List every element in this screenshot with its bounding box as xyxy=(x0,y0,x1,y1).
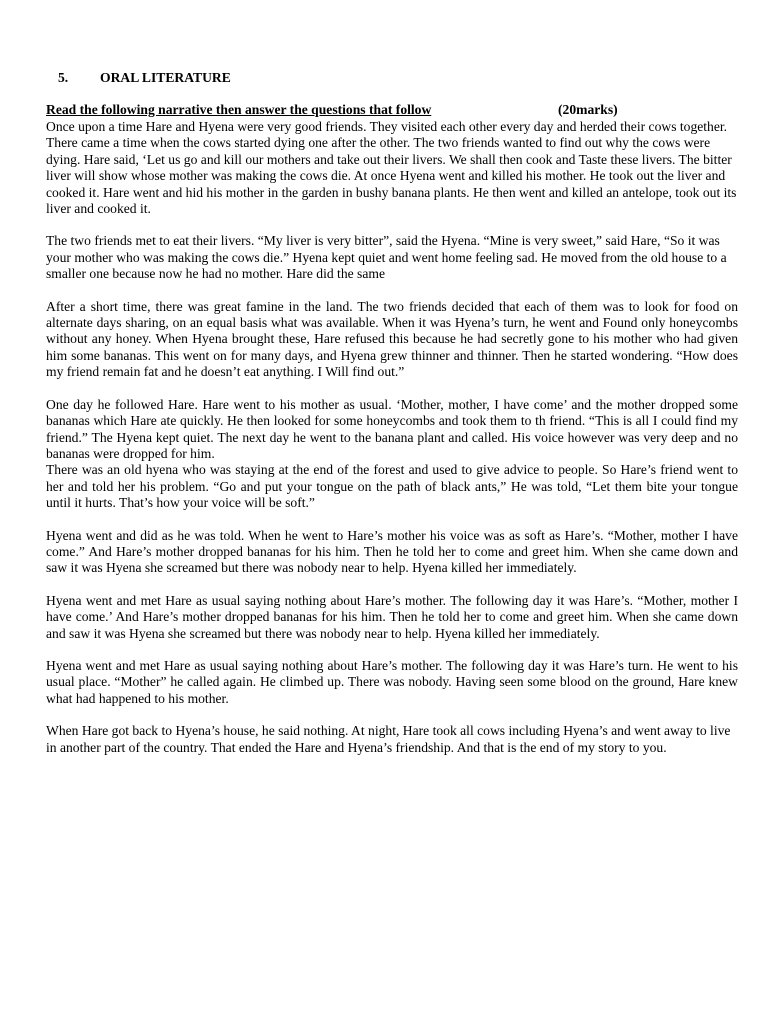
paragraph-2: There came a time when the cows started dying one after the other. The two friends wanted to find out why the cows were dying. Hare said, ‘Let us go and kill our mothers and take out their livers. We shall then cook and Taste these livers. The bitter liver will show whose mother was making the cows die. At once Hyena went and killed his mother. He took out the liver and cooked it. Hare went and hid his mother in the garden in bushy banana plants. He then went and killed an antelope, took out its liver and cooked it. xyxy=(46,135,737,217)
paragraph-3: The two friends met to eat their livers. “My liver is very bitter”, said the Hyena. “Mine is very sweet,” said Hare, “So it was your mother who was making the cows die.” Hyena kept quiet and went home feeling sad. He moved from the old house to a smaller one because now he had no mother. Hare did the same xyxy=(46,233,727,282)
paragraph-4: After a short time, there was great famine in the land. The two friends decided that each of them was to look for food on alternate days sharing, on an equal basis what was available. When it was Hyena’s turn, he went and Found only honeycombs without any honey. When Hyena brought these, Hare refused this because he had secretly gone to his mother who had given him some bananas. This went on for many days, and Hyena grew thinner and thinner. Then he started wondering. “How does my friend remain fat and he doesn’t eat anything. I Will find out.” xyxy=(46,298,738,380)
document-page xyxy=(46,70,738,756)
paragraph-9: Hyena went and met Hare as usual saying nothing about Hare’s mother. The following day it was Hare’s turn. He went to his usual place. “Mother” he called again. He climbed up. There was nobody. Having seen some blood on the ground, Hare knew what had happened to his mother. xyxy=(46,657,738,706)
section-number: 5. xyxy=(58,70,69,85)
paragraph-6: There was an old hyena who was staying at the end of the forest and used to give advice to people. So Hare’s friend went to her and told her his problem. “Go and put your tongue on the path of black ants,” He was told, “Let them bite your tongue until it hurts. That’s how your voice will be soft.” xyxy=(46,462,738,511)
instruction-text: Read the following narrative then answer the questions that follow xyxy=(46,102,432,117)
section-heading xyxy=(58,70,738,88)
paragraph-7: Hyena went and did as he was told. When he went to Hare’s mother his voice was as soft as Hare’s. “Mother, mother I have come.” And Hare’s mother dropped bananas for his him. Then he told her to come and greet him. When she came down and saw it was Hyena she screamed but there was nobody near to help. Hyena killed her immediately. xyxy=(46,527,738,576)
section-title: ORAL LITERATURE xyxy=(100,70,231,85)
marks-label: (20marks) xyxy=(558,102,618,117)
instruction-line xyxy=(46,102,738,119)
paragraph-5: One day he followed Hare. Hare went to his mother as usual. ‘Mother, mother, I have come’ and the mother dropped some bananas which Hare ate quickly. He then looked for some honeycombs and took them to th friend. “This is all I could find my friend.” The Hyena kept quiet. The next day he went to the banana plant and called. His voice however was very deep and no bananas were dropped for him. xyxy=(46,396,738,461)
paragraph-1: Once upon a time Hare and Hyena were very good friends. They visited each other every day and herded their cows together. xyxy=(46,119,728,134)
paragraph-10: When Hare got back to Hyena’s house, he said nothing. At night, Hare took all cows including Hyena’s and went away to live in another part of the country. That ended the Hare and Hyena’s friendship. And that is the end of my story to you. xyxy=(46,723,731,755)
paragraph-8: Hyena went and met Hare as usual saying nothing about Hare’s mother. The following day it was Hare’s. “Mother, mother I have come.’ And Hare’s mother dropped bananas for his him. Then he told her to come and greet him. When she came down and saw it was Hyena she screamed but there was nobody near to help. Hyena killed her immediately. xyxy=(46,592,738,641)
